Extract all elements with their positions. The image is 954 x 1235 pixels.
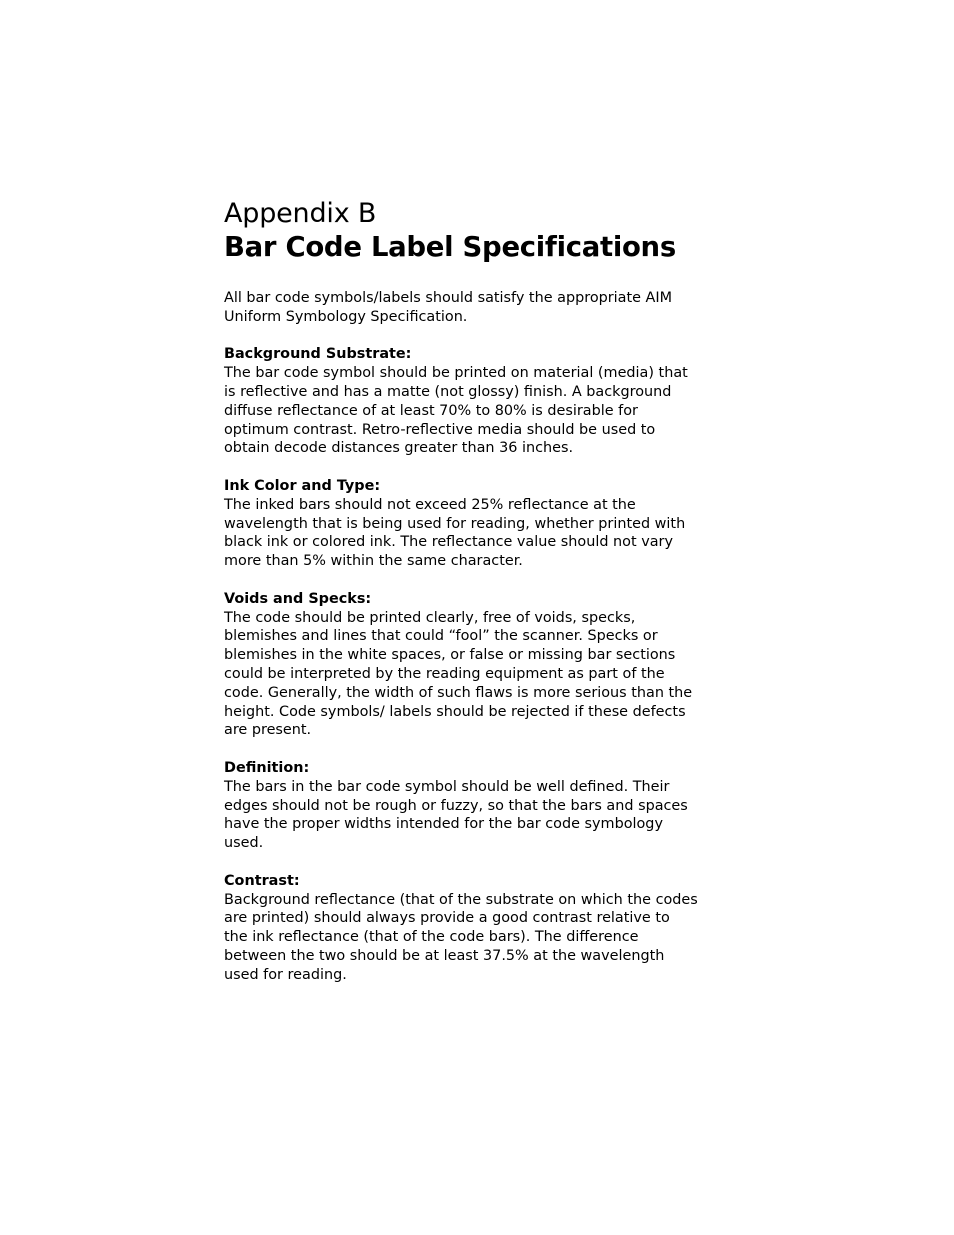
- section-heading: Contrast:: [224, 872, 300, 889]
- section-body: Background reflectance (that of the substrate on which the codes are printed) should always provide a good contrast relative to the ink reflectance (that of the code bars). The difference between the two should be at least 37.5% at the wavelength used for reading.: [224, 891, 698, 983]
- section-heading: Background Substrate:: [224, 346, 412, 363]
- section-body: The bar code symbol should be printed on material (media) that is reflective and has a matte (not glossy) finish. A background diffuse reflectance of at least 70% to 80% is desirable for optimum contrast. Retro-reflective media should be used to obtain decode distances greater than 36 inches.: [224, 365, 688, 457]
- section-body: The inked bars should not exceed 25% reflectance at the wavelength that is being used for reading, whether printed with black ink or colored ink. The reflectance value should not vary more than 5% within the same character.: [224, 496, 686, 570]
- section-body: The bars in the bar code symbol should be well defined. Their edges should not be rough or fuzzy, so that the bars and spaces have the proper widths intended for the bar code symbology used.: [224, 778, 688, 852]
- section-definition: [224, 759, 710, 853]
- page-content: [224, 198, 710, 1003]
- section-body: The code should be printed clearly, free of voids, specks, blemishes and lines that could “fool” the scanner. Specks or blemishes in the white spaces, or false or missing bar sections could be interpreted by the reading equipment as part of the code. Generally, the width of such flaws is more serious than the height. Code symbols/ labels should be rejected if these defects are present.: [224, 609, 693, 739]
- section-heading: Voids and Specks:: [224, 590, 372, 607]
- page-title: Bar Code Label Specifications: [224, 231, 676, 263]
- section-background-substrate: [224, 345, 710, 458]
- section-heading: Definition:: [224, 759, 310, 776]
- appendix-label: Appendix B: [224, 198, 377, 229]
- section-ink-color-and-type: [224, 477, 710, 571]
- section-contrast: [224, 872, 710, 985]
- section-heading: Ink Color and Type:: [224, 477, 381, 494]
- intro-paragraph: All bar code symbols/labels should satisfy the appropriate AIM Uniform Symbology Specification.: [224, 290, 673, 325]
- section-voids-and-specks: [224, 590, 710, 740]
